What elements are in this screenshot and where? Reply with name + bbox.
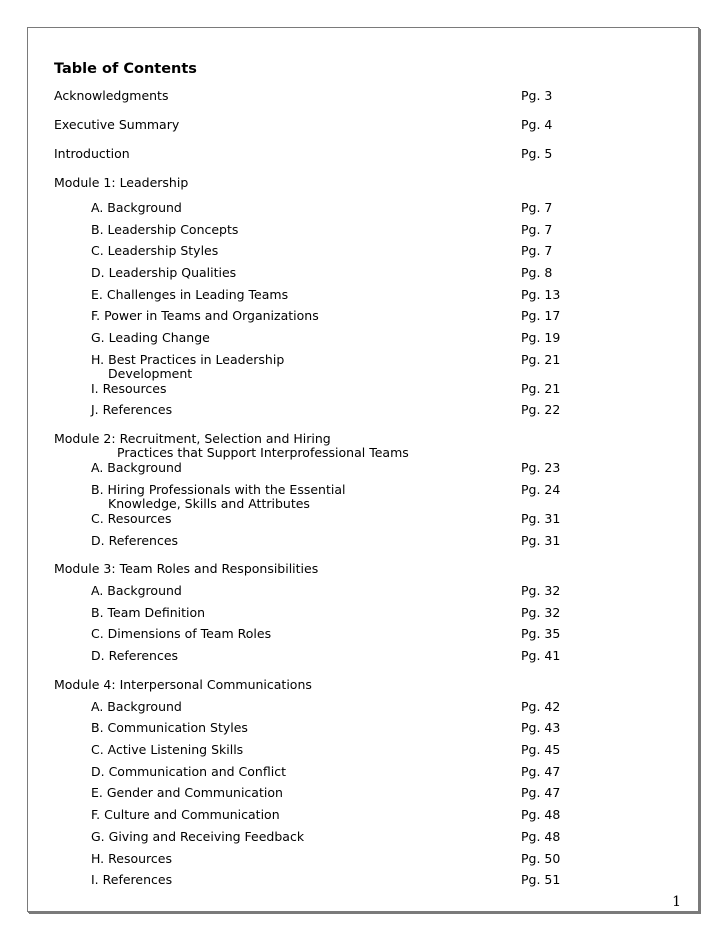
toc-entry-page: Pg. 7: [521, 243, 553, 258]
toc-entry-page: Pg. 5: [521, 146, 553, 161]
toc-entry-label: B. Team Definition: [91, 605, 206, 620]
toc-entry-label: Introduction: [54, 146, 130, 161]
toc-entry-label: H. Best Practices in Leadership: [91, 352, 285, 367]
toc-entry-label: A. Background: [91, 583, 182, 598]
toc-entry-page: Pg. 48: [521, 829, 561, 844]
toc-entry-page: Pg. 42: [521, 699, 561, 714]
toc-entry-label: J. References: [91, 402, 173, 417]
toc-entry-page: Pg. 45: [521, 742, 561, 757]
toc-entry-label: E. Gender and Communication: [91, 785, 283, 800]
toc-entry-label: C. Leadership Styles: [91, 243, 219, 258]
toc-subsection: [0, 402, 728, 432]
toc-entry-label: Acknowledgments: [54, 88, 169, 103]
toc-entry-label: F. Power in Teams and Organizations: [91, 308, 319, 323]
toc-entry-label: Module 2: Recruitment, Selection and Hiring: [54, 431, 331, 446]
toc-section: [0, 117, 728, 147]
toc-entry-label: I. References: [91, 872, 173, 887]
toc-entry-page: Pg. 47: [521, 764, 561, 779]
toc-entry-label: Module 3: Team Roles and Responsibilities: [54, 561, 319, 576]
toc-entry-page: Pg. 41: [521, 648, 561, 663]
toc-entry-label: A. Background: [91, 460, 182, 475]
toc-entry-page: Pg. 19: [521, 330, 561, 345]
toc-entry-page: Pg. 43: [521, 720, 561, 735]
toc-entry-label: F. Culture and Communication: [91, 807, 280, 822]
toc-entry-page: Pg. 7: [521, 222, 553, 237]
toc-entry-label: Module 1: Leadership: [54, 175, 189, 190]
toc-entry-page: Pg. 23: [521, 460, 561, 475]
toc-entry-label: C. Dimensions of Team Roles: [91, 626, 272, 641]
toc-entry-page: Pg. 24: [521, 482, 561, 497]
toc-entry-label: Executive Summary: [54, 117, 180, 132]
toc-entry-page: Pg. 21: [521, 381, 561, 396]
toc-entry-page: Pg. 32: [521, 583, 561, 598]
toc-entry-label: C. Active Listening Skills: [91, 742, 244, 757]
toc-entry-label: G. Giving and Receiving Feedback: [91, 829, 305, 844]
toc-subsection: [0, 533, 728, 563]
toc-entry-label: I. Resources: [91, 381, 167, 396]
toc-subsection: [0, 648, 728, 678]
toc-entry-page: Pg. 22: [521, 402, 561, 417]
toc-entry-label: Module 4: Interpersonal Communications: [54, 677, 312, 692]
toc-entry-label: D. References: [91, 533, 179, 548]
toc-entry-label-continued: Development: [108, 366, 193, 381]
toc-entry-page: Pg. 7: [521, 200, 553, 215]
toc-entry-label: E. Challenges in Leading Teams: [91, 287, 289, 302]
toc-entry-page: Pg. 51: [521, 872, 561, 887]
toc-entry-page: Pg. 32: [521, 605, 561, 620]
toc-entry-label: C. Resources: [91, 511, 172, 526]
toc-entry-label: B. Communication Styles: [91, 720, 248, 735]
toc-entry-label: H. Resources: [91, 851, 172, 866]
page-number: 1: [672, 894, 681, 910]
toc-entry-page: Pg. 50: [521, 851, 561, 866]
toc-entry-label: D. Leadership Qualities: [91, 265, 237, 280]
toc-entry-label: A. Background: [91, 699, 182, 714]
toc-entry-page: Pg. 4: [521, 117, 553, 132]
toc-entry-label-continued: Knowledge, Skills and Attributes: [108, 496, 310, 511]
toc-section: [0, 431, 728, 461]
toc-entry-label: B. Leadership Concepts: [91, 222, 239, 237]
toc-entry-label-continued: Practices that Support Interprofessional Teams: [117, 445, 409, 460]
toc-entry-page: Pg. 31: [521, 533, 561, 548]
toc-entry-page: Pg. 17: [521, 308, 561, 323]
toc-subsection: [0, 482, 728, 512]
toc-section: [0, 146, 728, 176]
toc-title: Table of Contents: [54, 61, 197, 77]
toc-entry-page: Pg. 35: [521, 626, 561, 641]
toc-entry-label: D. References: [91, 648, 179, 663]
toc-entry-label: D. Communication and Conflict: [91, 764, 286, 779]
toc-entry-page: Pg. 48: [521, 807, 561, 822]
toc-entry-label: B. Hiring Professionals with the Essential: [91, 482, 346, 497]
toc-entry-page: Pg. 47: [521, 785, 561, 800]
toc-entry-page: Pg. 13: [521, 287, 561, 302]
toc-entry-page: Pg. 8: [521, 265, 553, 280]
toc-entry-page: Pg. 21: [521, 352, 561, 367]
toc-entry-label: A. Background: [91, 200, 182, 215]
toc-subsection: [0, 872, 728, 902]
toc-entry-page: Pg. 3: [521, 88, 553, 103]
toc-entry-page: Pg. 31: [521, 511, 561, 526]
toc-section: [0, 88, 728, 118]
toc-entry-label: G. Leading Change: [91, 330, 210, 345]
toc-subsection: [0, 352, 728, 382]
